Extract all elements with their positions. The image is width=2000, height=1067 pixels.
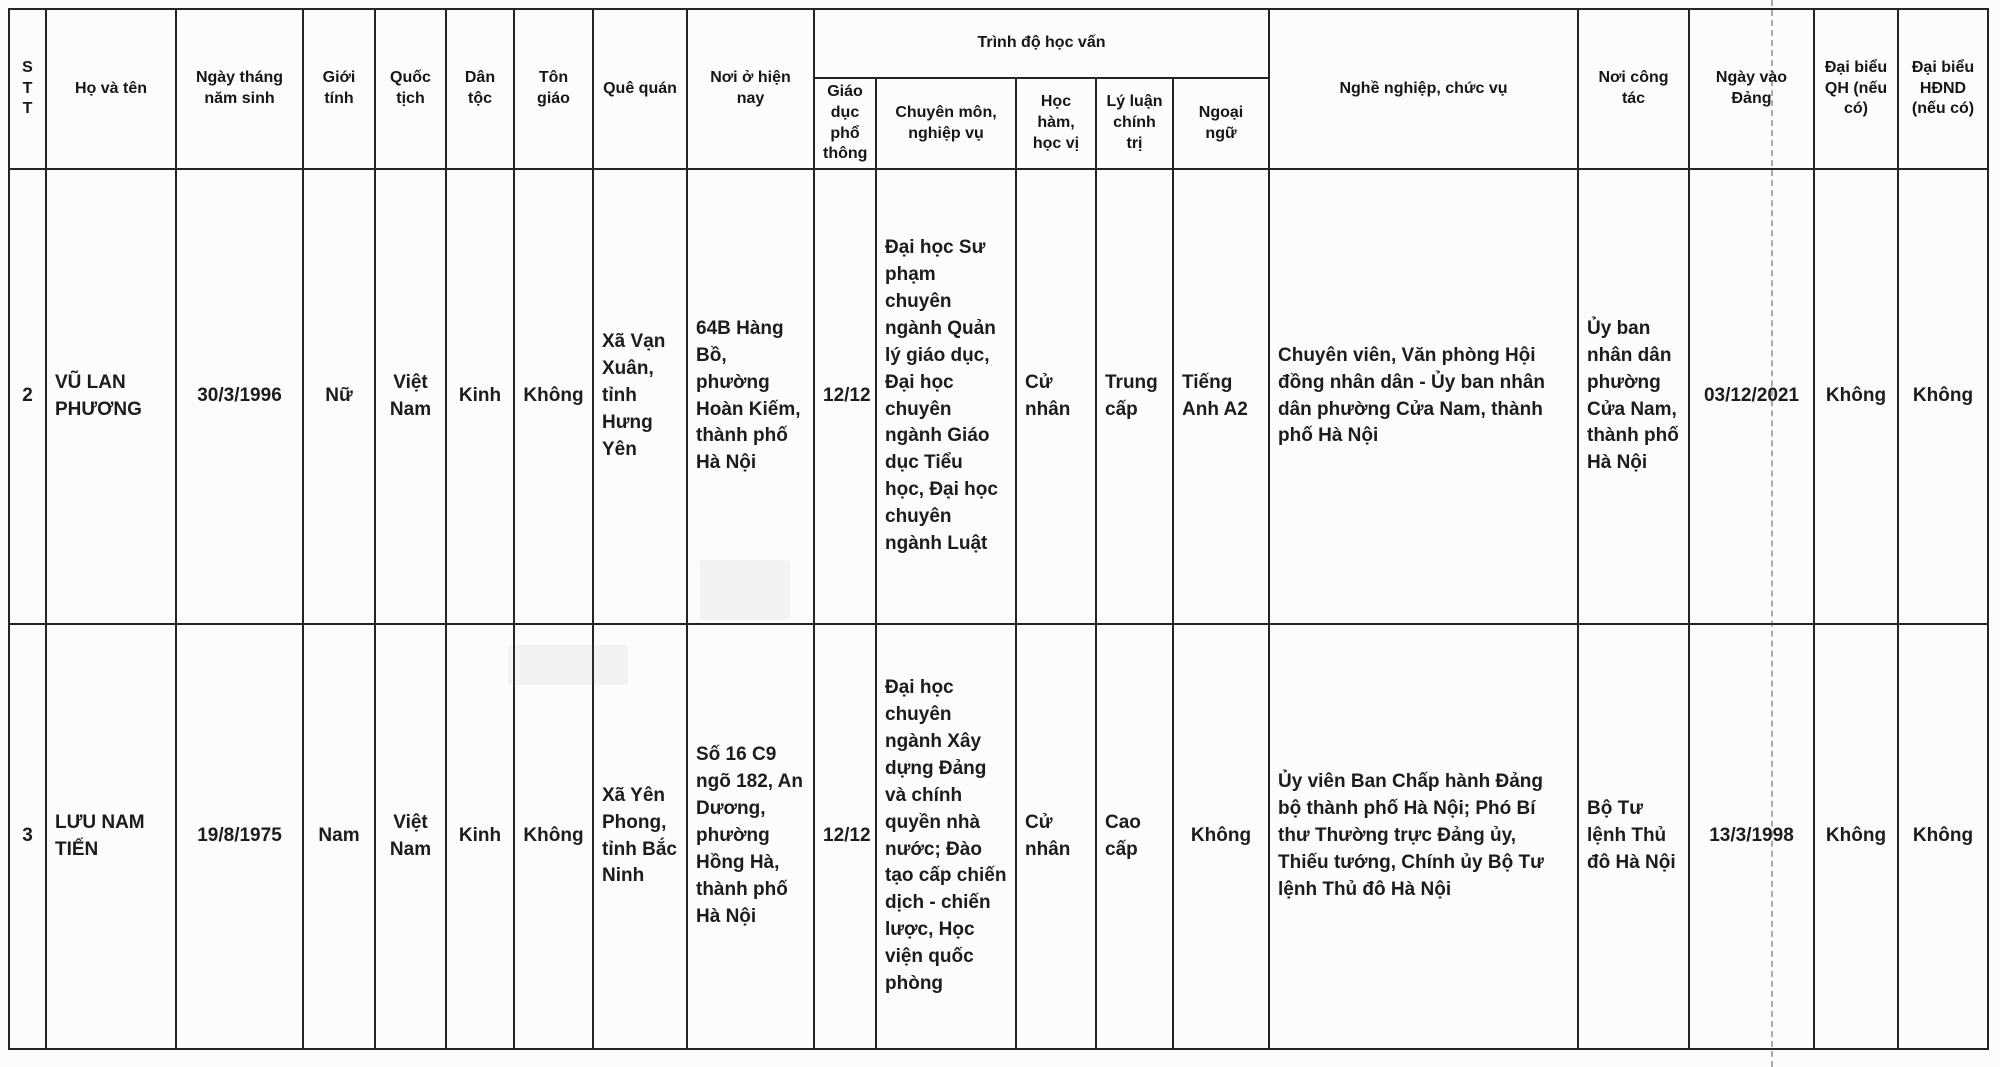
cell-academic-degree: Cử nhân (1016, 169, 1096, 624)
cell-hometown: Xã Yên Phong, tỉnh Bắc Ninh (593, 624, 687, 1049)
candidate-info-table (8, 8, 1989, 1050)
cell-current-residence: 64B Hàng Bồ, phường Hoàn Kiếm, thành phố Hà Nội (687, 169, 814, 624)
cell-occupation: Chuyên viên, Văn phòng Hội đồng nhân dân - Ủy ban nhân dân phường Cửa Nam, thành phố Hà Nội (1269, 169, 1578, 624)
cell-stt: 3 (9, 624, 46, 1049)
header-education-group: Trình độ học vấn (814, 9, 1269, 78)
header-ethnicity: Dân tộc (446, 9, 514, 169)
header-occupation: Nghề nghiệp, chức vụ (1269, 9, 1578, 169)
header-nationality: Quốc tịch (375, 9, 446, 169)
header-religion: Tôn giáo (514, 9, 593, 169)
header-political-theory: Lý luận chính trị (1096, 78, 1173, 169)
cell-academic-degree: Cử nhân (1016, 624, 1096, 1049)
cell-general-education: 12/12 (814, 169, 876, 624)
cell-na-deputy: Không (1814, 624, 1898, 1049)
header-party-join-date: Ngày vào Đảng (1689, 9, 1814, 169)
cell-date-of-birth: 19/8/1975 (176, 624, 303, 1049)
cell-party-join-date: 03/12/2021 (1689, 169, 1814, 624)
table-row (9, 169, 1988, 624)
header-hometown: Quê quán (593, 9, 687, 169)
cell-ethnicity: Kinh (446, 624, 514, 1049)
header-academic-degree: Học hàm, học vị (1016, 78, 1096, 169)
header-na-deputy: Đại biểu QH (nếu có) (1814, 9, 1898, 169)
header-foreign-language: Ngoại ngữ (1173, 78, 1269, 169)
cell-nationality: Việt Nam (375, 169, 446, 624)
cell-council-deputy: Không (1898, 169, 1988, 624)
cell-workplace: Bộ Tư lệnh Thủ đô Hà Nội (1578, 624, 1689, 1049)
table-header (9, 9, 1988, 169)
cell-na-deputy: Không (1814, 169, 1898, 624)
header-council-deputy: Đại biểu HĐND (nếu có) (1898, 9, 1988, 169)
cell-workplace: Ủy ban nhân dân phường Cửa Nam, thành phố Hà Nội (1578, 169, 1689, 624)
header-date-of-birth: Ngày tháng năm sinh (176, 9, 303, 169)
header-general-education: Giáo dục phổ thông (814, 78, 876, 169)
cell-occupation: Ủy viên Ban Chấp hành Đảng bộ thành phố Hà Nội; Phó Bí thư Thường trực Đảng ủy, Thiếu tướng, Chính ủy Bộ Tư lệnh Thủ đô Hà Nội (1269, 624, 1578, 1049)
cell-political-theory: Trung cấp (1096, 169, 1173, 624)
cell-date-of-birth: 30/3/1996 (176, 169, 303, 624)
cell-council-deputy: Không (1898, 624, 1988, 1049)
cell-full-name: VŨ LAN PHƯƠNG (46, 169, 176, 624)
cell-current-residence: Số 16 C9 ngõ 182, An Dương, phường Hồng Hà, thành phố Hà Nội (687, 624, 814, 1049)
cell-religion: Không (514, 624, 593, 1049)
cell-nationality: Việt Nam (375, 624, 446, 1049)
cell-religion: Không (514, 169, 593, 624)
header-workplace: Nơi công tác (1578, 9, 1689, 169)
header-stt: STT (9, 9, 46, 169)
cell-gender: Nữ (303, 169, 375, 624)
cell-gender: Nam (303, 624, 375, 1049)
header-current-residence: Nơi ở hiện nay (687, 9, 814, 169)
header-full-name: Họ và tên (46, 9, 176, 169)
cell-foreign-language: Không (1173, 624, 1269, 1049)
cell-political-theory: Cao cấp (1096, 624, 1173, 1049)
header-professional-education: Chuyên môn, nghiệp vụ (876, 78, 1016, 169)
cell-foreign-language: Tiếng Anh A2 (1173, 169, 1269, 624)
cell-professional-education: Đại học chuyên ngành Xây dựng Đảng và chính quyền nhà nước; Đào tạo cấp chiến dịch - chiến lược, Học viện quốc phòng (876, 624, 1016, 1049)
cell-full-name: LƯU NAM TIẾN (46, 624, 176, 1049)
header-gender: Giới tính (303, 9, 375, 169)
table-row (9, 624, 1988, 1049)
cell-professional-education: Đại học Sư phạm chuyên ngành Quản lý giáo dục, Đại học chuyên ngành Giáo dục Tiểu học, Đại học chuyên ngành Luật (876, 169, 1016, 624)
cell-hometown: Xã Vạn Xuân, tỉnh Hưng Yên (593, 169, 687, 624)
cell-party-join-date: 13/3/1998 (1689, 624, 1814, 1049)
cell-stt: 2 (9, 169, 46, 624)
cell-general-education: 12/12 (814, 624, 876, 1049)
cell-ethnicity: Kinh (446, 169, 514, 624)
